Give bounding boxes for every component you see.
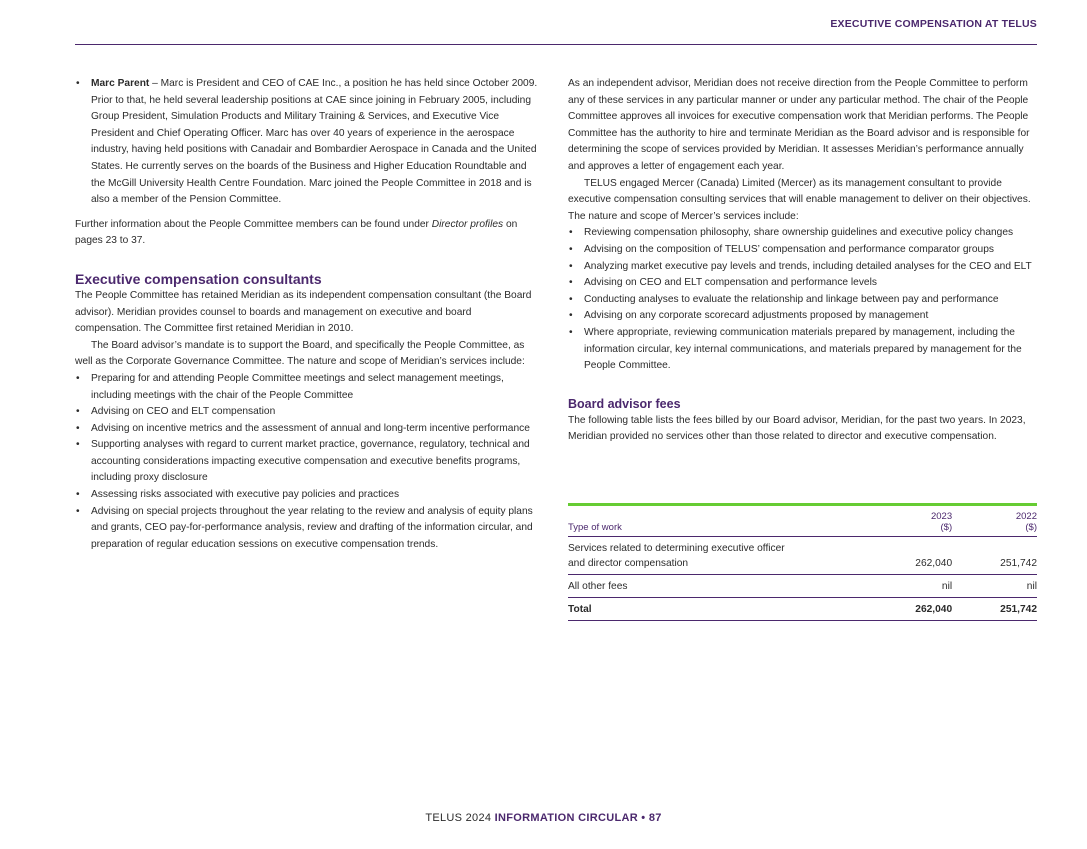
right-column bbox=[568, 76, 1037, 446]
list-item: • Supporting analyses with regard to current market practice, governance, regulatory, technical and accounting considerations impacting executive compensation and executive benefits programs, including proxy disclosure bbox=[75, 437, 540, 487]
list-item: • Reviewing compensation philosophy, share ownership guidelines and executive policy changes bbox=[568, 225, 1037, 242]
consultants-heading: Executive compensation consultants bbox=[75, 270, 322, 287]
table-row bbox=[568, 537, 1037, 575]
mercer-services-list bbox=[568, 225, 1037, 374]
fees-heading: Board advisor fees bbox=[568, 396, 681, 411]
marc-parent-bio bbox=[75, 76, 540, 209]
consultants-paragraph-2: The Board advisor’s mandate is to support the Board, and specifically the People Committee, as well as the Corporate Governance Committee. The nature and scope of Meridian’s services include: bbox=[75, 339, 525, 368]
row-value-2022: 251,742 bbox=[952, 537, 1037, 575]
footer-title: INFORMATION CIRCULAR bbox=[494, 812, 638, 824]
table-total-row bbox=[568, 598, 1037, 621]
running-header: EXECUTIVE COMPENSATION AT TELUS bbox=[830, 18, 1037, 30]
list-item bbox=[75, 76, 540, 209]
list-item: • Where appropriate, reviewing communication materials prepared by management, including the information circular, key internal communications, and materials prepared by management for the People Committee. bbox=[568, 325, 1037, 375]
column-header-type: Type of work bbox=[568, 506, 867, 537]
column-header-2023: 2023 ($) bbox=[867, 506, 952, 537]
total-label: Total bbox=[568, 598, 867, 621]
fees-paragraph: The following table lists the fees billed by our Board advisor, Meridian, for the past two years. In 2023, Meridian provided no services other than those related to director and executive compensation. bbox=[568, 414, 1026, 443]
list-item: • Preparing for and attending People Committee meetings and select management meetings, including meetings with the chair of the People Committee bbox=[75, 371, 540, 404]
bio-name: Marc Parent bbox=[91, 78, 150, 89]
consultants-paragraph-1: The People Committee has retained Meridian as its independent compensation consultant (the Board advisor). Meridian provides counsel to boards and management on executive and board compensation. The Committee first retained Meridian in 2010. bbox=[75, 289, 532, 335]
page-footer bbox=[0, 812, 1087, 824]
header-rule bbox=[75, 44, 1037, 45]
list-item: • Advising on special projects throughout the year relating to the review and analysis of equity plans and grants, CEO pay-for-performance analysis, review and drafting of the information circular, and preparation of regular education sessions on executive compensation trends. bbox=[75, 504, 540, 554]
meridian-services-list bbox=[75, 371, 540, 554]
list-item: • Advising on the composition of TELUS’ compensation and performance comparator groups bbox=[568, 242, 1037, 259]
fees-table bbox=[568, 503, 1037, 621]
list-item: • Advising on incentive metrics and the assessment of annual and long-term incentive performance bbox=[75, 421, 540, 438]
row-value-2023: 262,040 bbox=[867, 537, 952, 575]
bio-text: – Marc is President and CEO of CAE Inc., a position he has held since October 2009. Prior to that, he held several leadership positions at CAE since joining in February 2005, including Group President, Simulation Products and Military Training & Services, and Executive Vice President and Chief Operating Officer. Marc has over 40 years of experience in the aerospace industry, having held positions with Canadair and Bombardier Aerospace in Canada and the United States. He currently serves on the boards of the Business and Higher Education Roundtable and the McGill University Health Centre Foundation. Marc joined the People Committee in 2018 and is also a member of the Pension Committee. bbox=[91, 78, 538, 206]
list-item: • Advising on CEO and ELT compensation bbox=[75, 404, 540, 421]
table-row bbox=[568, 575, 1037, 598]
table-header-row bbox=[568, 506, 1037, 537]
row-value-2023: nil bbox=[867, 575, 952, 598]
row-type-services: Services related to determining executive officer and director compensation bbox=[568, 537, 867, 575]
director-profiles-reference: Director profiles bbox=[431, 218, 504, 230]
list-item: • Analyzing market executive pay levels and trends, including detailed analyses for the CEO and ELT bbox=[568, 259, 1037, 276]
footer-prefix: TELUS 2024 bbox=[425, 812, 495, 824]
row-type-other: All other fees bbox=[568, 575, 867, 598]
total-2022: 251,742 bbox=[952, 598, 1037, 621]
advisor-independence-paragraph: As an independent advisor, Meridian does not receive direction from the People Committee to perform any of these services in any particular manner or under any particular method. The chair of the People Committee approves all invoices for executive compensation work that Meridian performs. The People Committee has the authority to hire and terminate Meridian as the Board advisor and is responsible for determining the scope of services provided by Meridian. It assesses Meridian’s performance annually and approves a letter of engagement each year. bbox=[568, 78, 1030, 172]
mercer-paragraph: TELUS engaged Mercer (Canada) Limited (Mercer) as its management consultant to provide executive compensation consulting services that will enable management to deliver on their objectives. The nature and scope of Mercer’s services include: bbox=[568, 177, 1031, 222]
list-item: • Advising on any corporate scorecard adjustments proposed by management bbox=[568, 308, 1037, 325]
column-header-2022: 2022 ($) bbox=[952, 506, 1037, 537]
further-info-paragraph: Further information about the People Committee members can be found under Director profiles on pages 23 to 37. bbox=[75, 218, 518, 247]
footer-separator: • bbox=[637, 812, 649, 824]
total-2023: 262,040 bbox=[867, 598, 952, 621]
row-value-2022: nil bbox=[952, 575, 1037, 598]
list-item: • Assessing risks associated with executive pay policies and practices bbox=[75, 487, 540, 504]
page-number: 87 bbox=[648, 812, 662, 824]
left-column bbox=[75, 76, 540, 553]
list-item: • Conducting analyses to evaluate the relationship and linkage between pay and performance bbox=[568, 292, 1037, 309]
list-item: • Advising on CEO and ELT compensation and performance levels bbox=[568, 275, 1037, 292]
